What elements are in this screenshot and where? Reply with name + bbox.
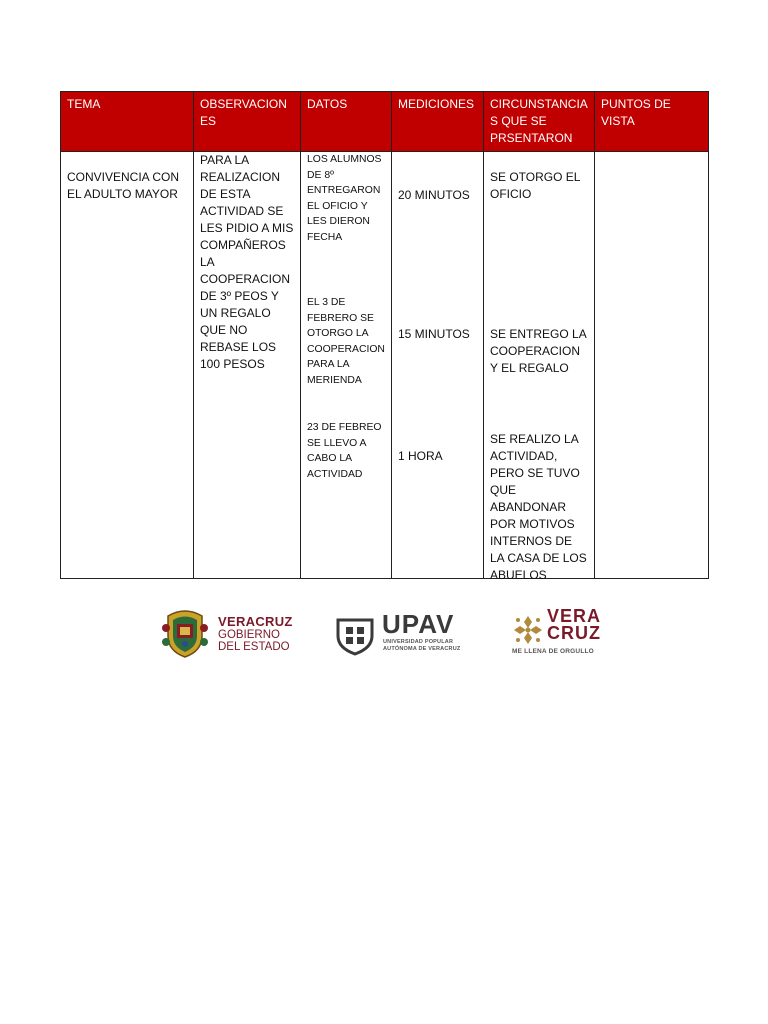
header-circunstancias: CIRCUNSTANCIAS QUE SE PRSENTARON: [484, 92, 595, 152]
circunstancia-2: SE ENTREGO LA COOPERACION Y EL REGALO: [490, 327, 587, 375]
coat-of-arms-icon: [160, 606, 210, 658]
veracruz-line1: GOBIERNO: [218, 629, 280, 641]
veracruz-line2: DEL ESTADO: [218, 641, 290, 653]
upav-line1: UNIVERSIDAD POPULAR: [383, 639, 454, 645]
cell-datos: [301, 152, 392, 579]
datos-entry-3: 23 DE FEBREO SE LLEVO A CABO LA ACTIVIDAD: [307, 422, 382, 480]
header-tema: TEMA: [61, 92, 194, 152]
upav-shield-icon: [336, 616, 374, 656]
logo-veracruz-orgullo: [512, 606, 612, 662]
upav-title: UPAV: [382, 609, 455, 639]
cruz-text: CRUZ: [547, 623, 601, 643]
datos-entry-2: EL 3 DE FEBRERO SE OTORGO LA COOPERACION PARA LA MERIENDA: [307, 297, 385, 386]
header-datos: DATOS: [301, 92, 392, 152]
table-header-row: [61, 92, 709, 152]
logo-upav: [336, 606, 476, 662]
vera-text: VERA: [547, 606, 602, 626]
header-puntos-de-vista: PUNTOS DE VISTA: [595, 92, 709, 152]
cell-puntos-de-vista: [595, 152, 709, 579]
datos-entry-1: LOS ALUMNOS DE 8º ENTREGARON EL OFICIO Y LES DIERON FECHA: [307, 154, 382, 243]
medicion-2: 15 MINUTOS: [398, 327, 470, 341]
table-row: [61, 152, 709, 579]
cell-observaciones: [194, 152, 301, 579]
logo-veracruz-gobierno: [160, 606, 310, 662]
ornament-icon: [512, 614, 544, 646]
cell-tema: [61, 152, 194, 579]
tema-text: CONVIVENCIA CON EL ADULTO MAYOR: [67, 170, 180, 201]
upav-line2: AUTÓNOMA DE VERACRUZ: [383, 645, 461, 652]
footer-logos: [0, 606, 768, 666]
circunstancia-1: SE OTORGO EL OFICIO: [490, 170, 581, 201]
cell-circunstancias: [484, 152, 595, 582]
observaciones-text: PARA LA REALIZACION DE ESTA ACTIVIDAD SE LES PIDIO A MIS COMPAÑEROS LA COOPERACION DE 3º PEOS Y UN REGALO QUE NO REBASE LOS 100 PESOS: [200, 153, 294, 371]
medicion-3: 1 HORA: [398, 449, 443, 463]
header-observaciones: OBSERVACIONES: [194, 92, 301, 152]
cell-mediciones: [392, 152, 484, 579]
observation-table: [60, 91, 709, 582]
tagline: ME LLENA DE ORGULLO: [512, 648, 594, 655]
veracruz-title: VERACRUZ: [218, 614, 293, 629]
header-mediciones: MEDICIONES: [392, 92, 484, 152]
circunstancia-3: SE REALIZO LA ACTIVIDAD, PERO SE TUVO QUE ABANDONAR POR MOTIVOS INTERNOS DE LA CASA DE LOS ABUELOS: [490, 432, 587, 582]
medicion-1: 20 MINUTOS: [398, 188, 470, 202]
